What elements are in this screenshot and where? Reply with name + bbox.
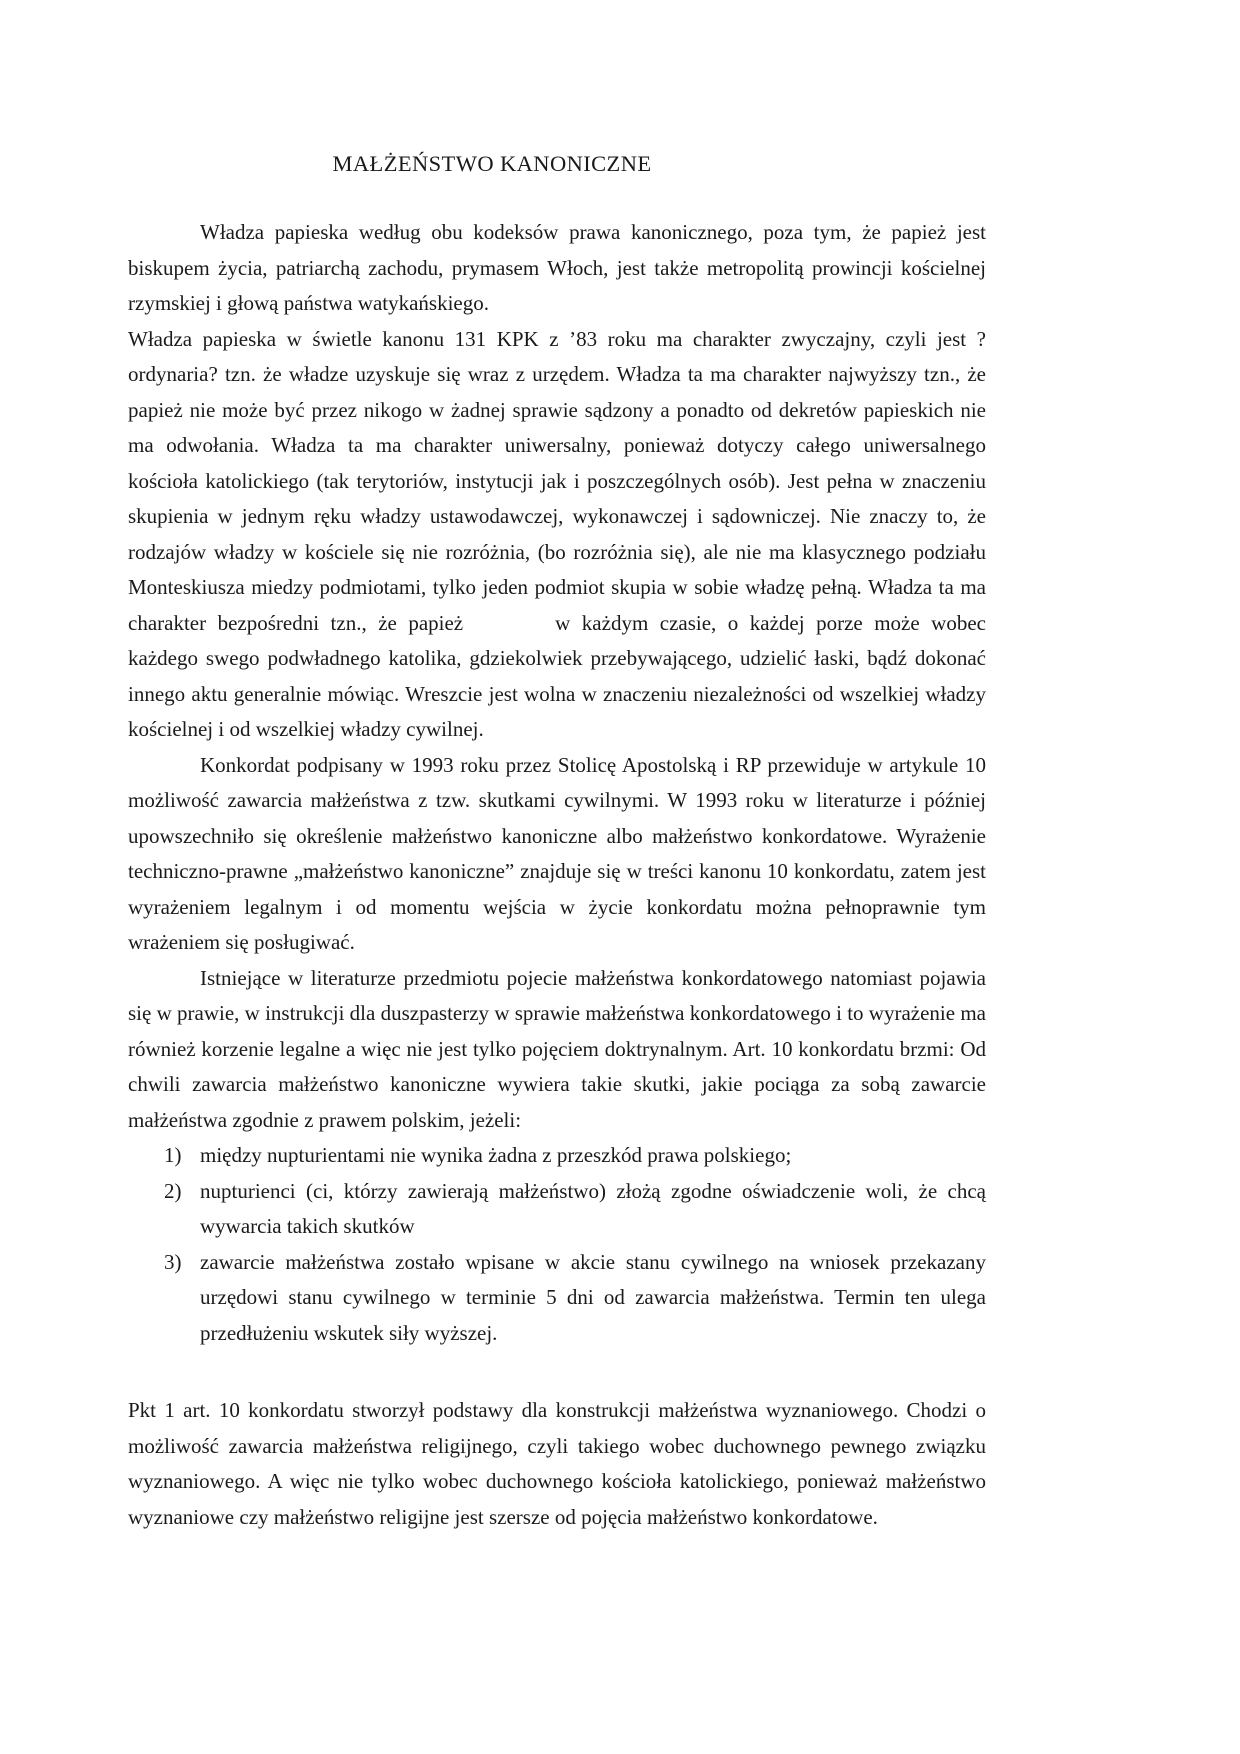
paragraph-4: Istniejące w literaturze przedmiotu pojecie małżeństwa konkordatowego natomiast pojawia się w prawie, w instrukcji dla duszpasterzy w sprawie małżeństwa konkordatowego i to wyrażenie ma również korzenie legalne a więc nie jest tylko pojęciem doktrynalnym. Art. 10 konkordatu brzmi: Od chwili zawarcia małżeństwo kanoniczne wywiera takie skutki, jakie pociąga za sobą zawarcie małżeństwa zgodnie z prawem polskim, jeżeli: — [128, 965, 986, 1132]
paragraph-2-part-b: w każdym czasie, o każdej porze może wobec każdego swego podwładnego katolika, gdziekolwiek przebywającego, udzielić łaski, bądź dokonać innego aktu generalnie mówiąc. Wreszcie jest wolna w znaczeniu niezależności od wszelkiej władzy kościelnej i od wszelkiej władzy cywilnej. — [128, 610, 986, 741]
list-item: nupturienci (ci, którzy zawierają małżeństwo) złożą zgodne oświadczenie woli, że chcą wywarcia takich skutków — [200, 1178, 986, 1238]
paragraph-3: Konkordat podpisany w 1993 roku przez Stolicę Apostolską i RP przewiduje w artykule 10 możliwość zawarcia małżeństwa z tzw. skutkami cywilnymi. W 1993 roku w literaturze i później upowszechniło się określenie małżeństwo kanoniczne albo małżeństwo konkordatowe. Wyrażenie techniczno-prawne „małżeństwo kanoniczne” znajduje się w treści kanonu 10 konkordatu, zatem jest wyrażeniem legalnym i od momentu wejścia w życie konkordatu można pełnoprawnie tym wrażeniem się posługiwać. — [128, 752, 986, 954]
page-title: MAŁŻEŃSTWO KANONICZNE — [332, 151, 652, 176]
list-item: między nupturientami nie wynika żadna z przeszkód prawa polskiego; — [200, 1143, 792, 1167]
document-content — [128, 150, 986, 1535]
list-item: zawarcie małżeństwa zostało wpisane w akcie stanu cywilnego na wniosek przekazany urzędowi stanu cywilnego w terminie 5 dni od zawarcia małżeństwa. Termin ten ulega przedłużeniu wskutek siły wyższej. — [200, 1249, 986, 1345]
numbered-list — [128, 1138, 986, 1351]
paragraph-1: Władza papieska według obu kodeksów prawa kanonicznego, poza tym, że papież jest biskupem życia, patriarchą zachodu, prymasem Włoch, jest także metropolitą prowincji kościelnej rzymskiej i głową państwa watykańskiego. — [128, 220, 986, 315]
paragraph-2-part-a: Władza papieska w świetle kanonu 131 KPK z ’83 roku ma charakter zwyczajny, czyli jest ? ordynaria? tzn. że władze uzyskuje się wraz z urzędem. Władza ta ma charakter najwyższy tzn., że papież nie może być przez nikogo w żadnej sprawie sądzony a ponadto od dekretów papieskich nie ma odwołania. Władza ta ma charakter uniwersalny, ponieważ dotyczy całego uniwersalnego kościoła katolickiego (tak terytoriów, instytucji jak i poszczególnych osób). Jest pełna w znaczeniu skupienia w jednym ręku władzy ustawodawczej, wykonawczej i sądowniczej. Nie znaczy to, że rodzajów władzy w kościele się nie rozróżnia, (bo rozróżnia się), ale nie ma klasycznego podziału Monteskiusza miedzy podmiotami, tylko jeden podmiot skupia w sobie władzę pełną. Władza ta ma charakter bezpośredni tzn., że papież — [128, 326, 986, 635]
paragraph-5: Pkt 1 art. 10 konkordatu stworzył podstawy dla konstrukcji małżeństwa wyznaniowego. Chodzi o możliwość zawarcia małżeństwa religijnego, czyli takiego wobec duchownego pewnego związku wyznaniowego. A więc nie tylko wobec duchownego kościoła katolickiego, ponieważ małżeństwo wyznaniowe czy małżeństwo religijne jest szersze od pojęcia małżeństwo konkordatowe. — [128, 1398, 986, 1529]
paragraph-spacer — [128, 1351, 986, 1393]
paragraph-2 — [128, 322, 986, 748]
